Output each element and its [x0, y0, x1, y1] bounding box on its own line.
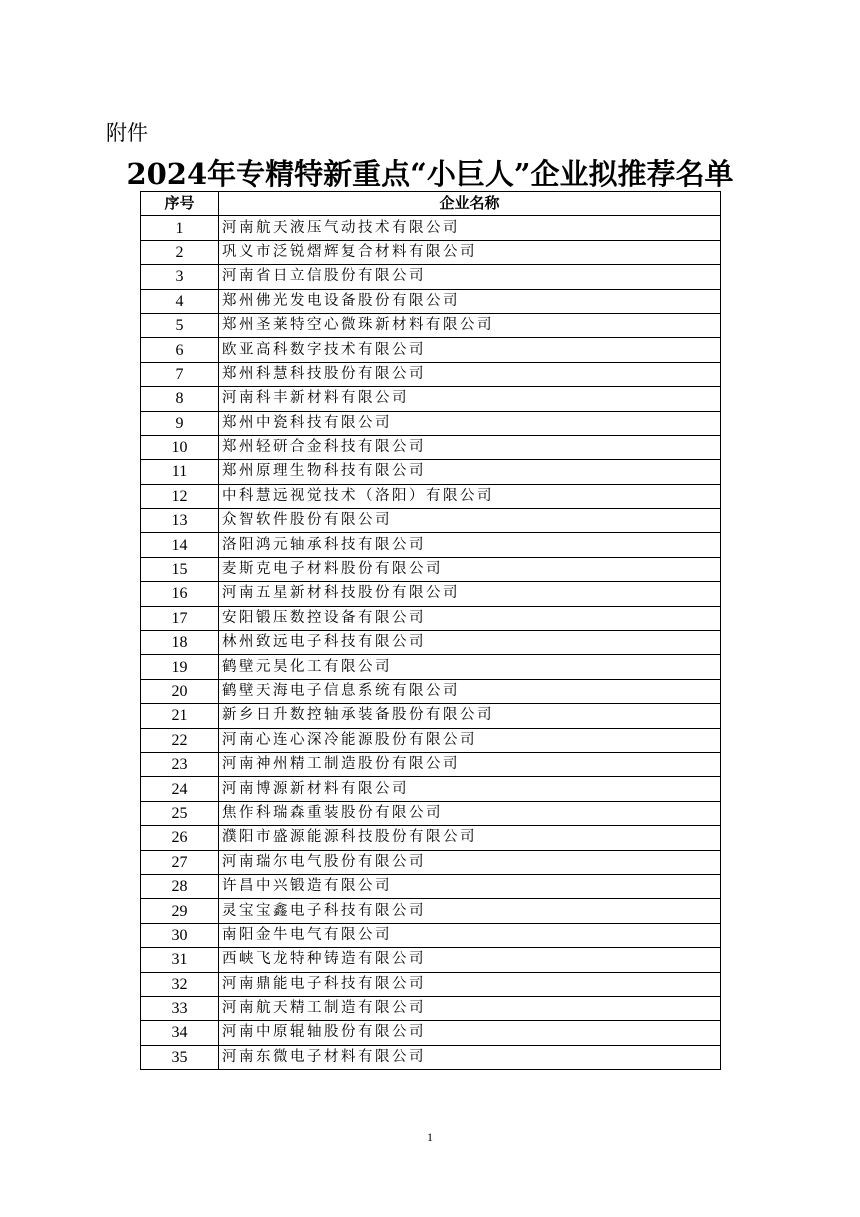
row-serial-number: 10 [141, 435, 219, 459]
row-serial-number: 30 [141, 923, 219, 947]
row-company-name: 河南五星新材科技股份有限公司 [219, 582, 721, 606]
row-company-name: 鹤壁天海电子信息系统有限公司 [219, 679, 721, 703]
row-serial-number: 7 [141, 362, 219, 386]
row-company-name: 河南东微电子材料有限公司 [219, 1045, 721, 1069]
row-company-name: 林州致远电子科技有限公司 [219, 631, 721, 655]
table-row [141, 509, 721, 533]
table-body [141, 216, 721, 1070]
row-serial-number: 23 [141, 752, 219, 776]
table-row [141, 826, 721, 850]
row-serial-number: 21 [141, 704, 219, 728]
row-serial-number: 12 [141, 484, 219, 508]
table-row [141, 899, 721, 923]
table-row [141, 289, 721, 313]
table-row [141, 216, 721, 240]
table-header-row [141, 192, 721, 216]
table-row [141, 484, 721, 508]
row-serial-number: 22 [141, 728, 219, 752]
row-serial-number: 35 [141, 1045, 219, 1069]
table-row [141, 752, 721, 776]
row-serial-number: 29 [141, 899, 219, 923]
row-serial-number: 9 [141, 411, 219, 435]
table-row [141, 631, 721, 655]
row-serial-number: 16 [141, 582, 219, 606]
row-serial-number: 32 [141, 972, 219, 996]
table-row [141, 460, 721, 484]
row-company-name: 中科慧远视觉技术（洛阳）有限公司 [219, 484, 721, 508]
table-row [141, 557, 721, 581]
row-serial-number: 3 [141, 265, 219, 289]
row-serial-number: 24 [141, 777, 219, 801]
table-row [141, 679, 721, 703]
row-serial-number: 25 [141, 801, 219, 825]
row-company-name: 河南神州精工制造股份有限公司 [219, 752, 721, 776]
row-serial-number: 27 [141, 850, 219, 874]
row-serial-number: 19 [141, 655, 219, 679]
row-company-name: 郑州中瓷科技有限公司 [219, 411, 721, 435]
row-company-name: 河南心连心深冷能源股份有限公司 [219, 728, 721, 752]
table-row [141, 1045, 721, 1069]
row-company-name: 河南航天液压气动技术有限公司 [219, 216, 721, 240]
document-title: 2024年专精特新重点“小巨人”企业拟推荐名单 [126, 157, 734, 191]
table-row [141, 606, 721, 630]
row-serial-number: 33 [141, 996, 219, 1020]
table-row [141, 972, 721, 996]
row-company-name: 洛阳鸿元轴承科技有限公司 [219, 533, 721, 557]
row-serial-number: 20 [141, 679, 219, 703]
table-row [141, 996, 721, 1020]
row-serial-number: 5 [141, 313, 219, 337]
table-row [141, 1021, 721, 1045]
table-row [141, 533, 721, 557]
row-serial-number: 34 [141, 1021, 219, 1045]
table-row [141, 435, 721, 459]
row-company-name: 欧亚高科数字技术有限公司 [219, 338, 721, 362]
table-row [141, 704, 721, 728]
table-row [141, 874, 721, 898]
table-row [141, 265, 721, 289]
row-serial-number: 2 [141, 240, 219, 264]
row-serial-number: 15 [141, 557, 219, 581]
row-serial-number: 17 [141, 606, 219, 630]
row-company-name: 南阳金牛电气有限公司 [219, 923, 721, 947]
row-company-name: 焦作科瑞森重装股份有限公司 [219, 801, 721, 825]
row-company-name: 众智软件股份有限公司 [219, 509, 721, 533]
table-row [141, 582, 721, 606]
row-serial-number: 13 [141, 509, 219, 533]
row-serial-number: 31 [141, 948, 219, 972]
row-company-name: 河南省日立信股份有限公司 [219, 265, 721, 289]
row-company-name: 郑州原理生物科技有限公司 [219, 460, 721, 484]
header-company-name: 企业名称 [219, 192, 721, 216]
row-company-name: 河南鼎能电子科技有限公司 [219, 972, 721, 996]
table-row [141, 338, 721, 362]
row-serial-number: 8 [141, 387, 219, 411]
page-number: 1 [427, 1130, 433, 1144]
table-row [141, 387, 721, 411]
row-serial-number: 14 [141, 533, 219, 557]
row-serial-number: 6 [141, 338, 219, 362]
row-company-name: 河南中原辊轴股份有限公司 [219, 1021, 721, 1045]
row-company-name: 郑州科慧科技股份有限公司 [219, 362, 721, 386]
row-company-name: 濮阳市盛源能源科技股份有限公司 [219, 826, 721, 850]
row-company-name: 麦斯克电子材料股份有限公司 [219, 557, 721, 581]
row-serial-number: 1 [141, 216, 219, 240]
attachment-label: 附件 [106, 121, 148, 145]
table-row [141, 728, 721, 752]
row-company-name: 巩义市泛锐熠辉复合材料有限公司 [219, 240, 721, 264]
row-serial-number: 4 [141, 289, 219, 313]
row-company-name: 灵宝宝鑫电子科技有限公司 [219, 899, 721, 923]
table-row [141, 655, 721, 679]
table-row [141, 313, 721, 337]
row-company-name: 安阳锻压数控设备有限公司 [219, 606, 721, 630]
row-company-name: 许昌中兴锻造有限公司 [219, 874, 721, 898]
row-company-name: 西峡飞龙特种铸造有限公司 [219, 948, 721, 972]
row-company-name: 河南博源新材料有限公司 [219, 777, 721, 801]
row-serial-number: 26 [141, 826, 219, 850]
table-row [141, 850, 721, 874]
row-company-name: 鹤壁元昊化工有限公司 [219, 655, 721, 679]
row-company-name: 郑州轻研合金科技有限公司 [219, 435, 721, 459]
table-row [141, 948, 721, 972]
row-serial-number: 11 [141, 460, 219, 484]
company-list-table [140, 191, 721, 1070]
table-row [141, 923, 721, 947]
table-row [141, 362, 721, 386]
table-row [141, 801, 721, 825]
table-row [141, 777, 721, 801]
row-serial-number: 28 [141, 874, 219, 898]
row-company-name: 新乡日升数控轴承装备股份有限公司 [219, 704, 721, 728]
table-row [141, 240, 721, 264]
header-serial-number: 序号 [141, 192, 219, 216]
row-company-name: 河南航天精工制造有限公司 [219, 996, 721, 1020]
row-company-name: 河南科丰新材料有限公司 [219, 387, 721, 411]
row-company-name: 河南瑞尔电气股份有限公司 [219, 850, 721, 874]
row-serial-number: 18 [141, 631, 219, 655]
table-row [141, 411, 721, 435]
row-company-name: 郑州佛光发电设备股份有限公司 [219, 289, 721, 313]
row-company-name: 郑州圣莱特空心微珠新材料有限公司 [219, 313, 721, 337]
